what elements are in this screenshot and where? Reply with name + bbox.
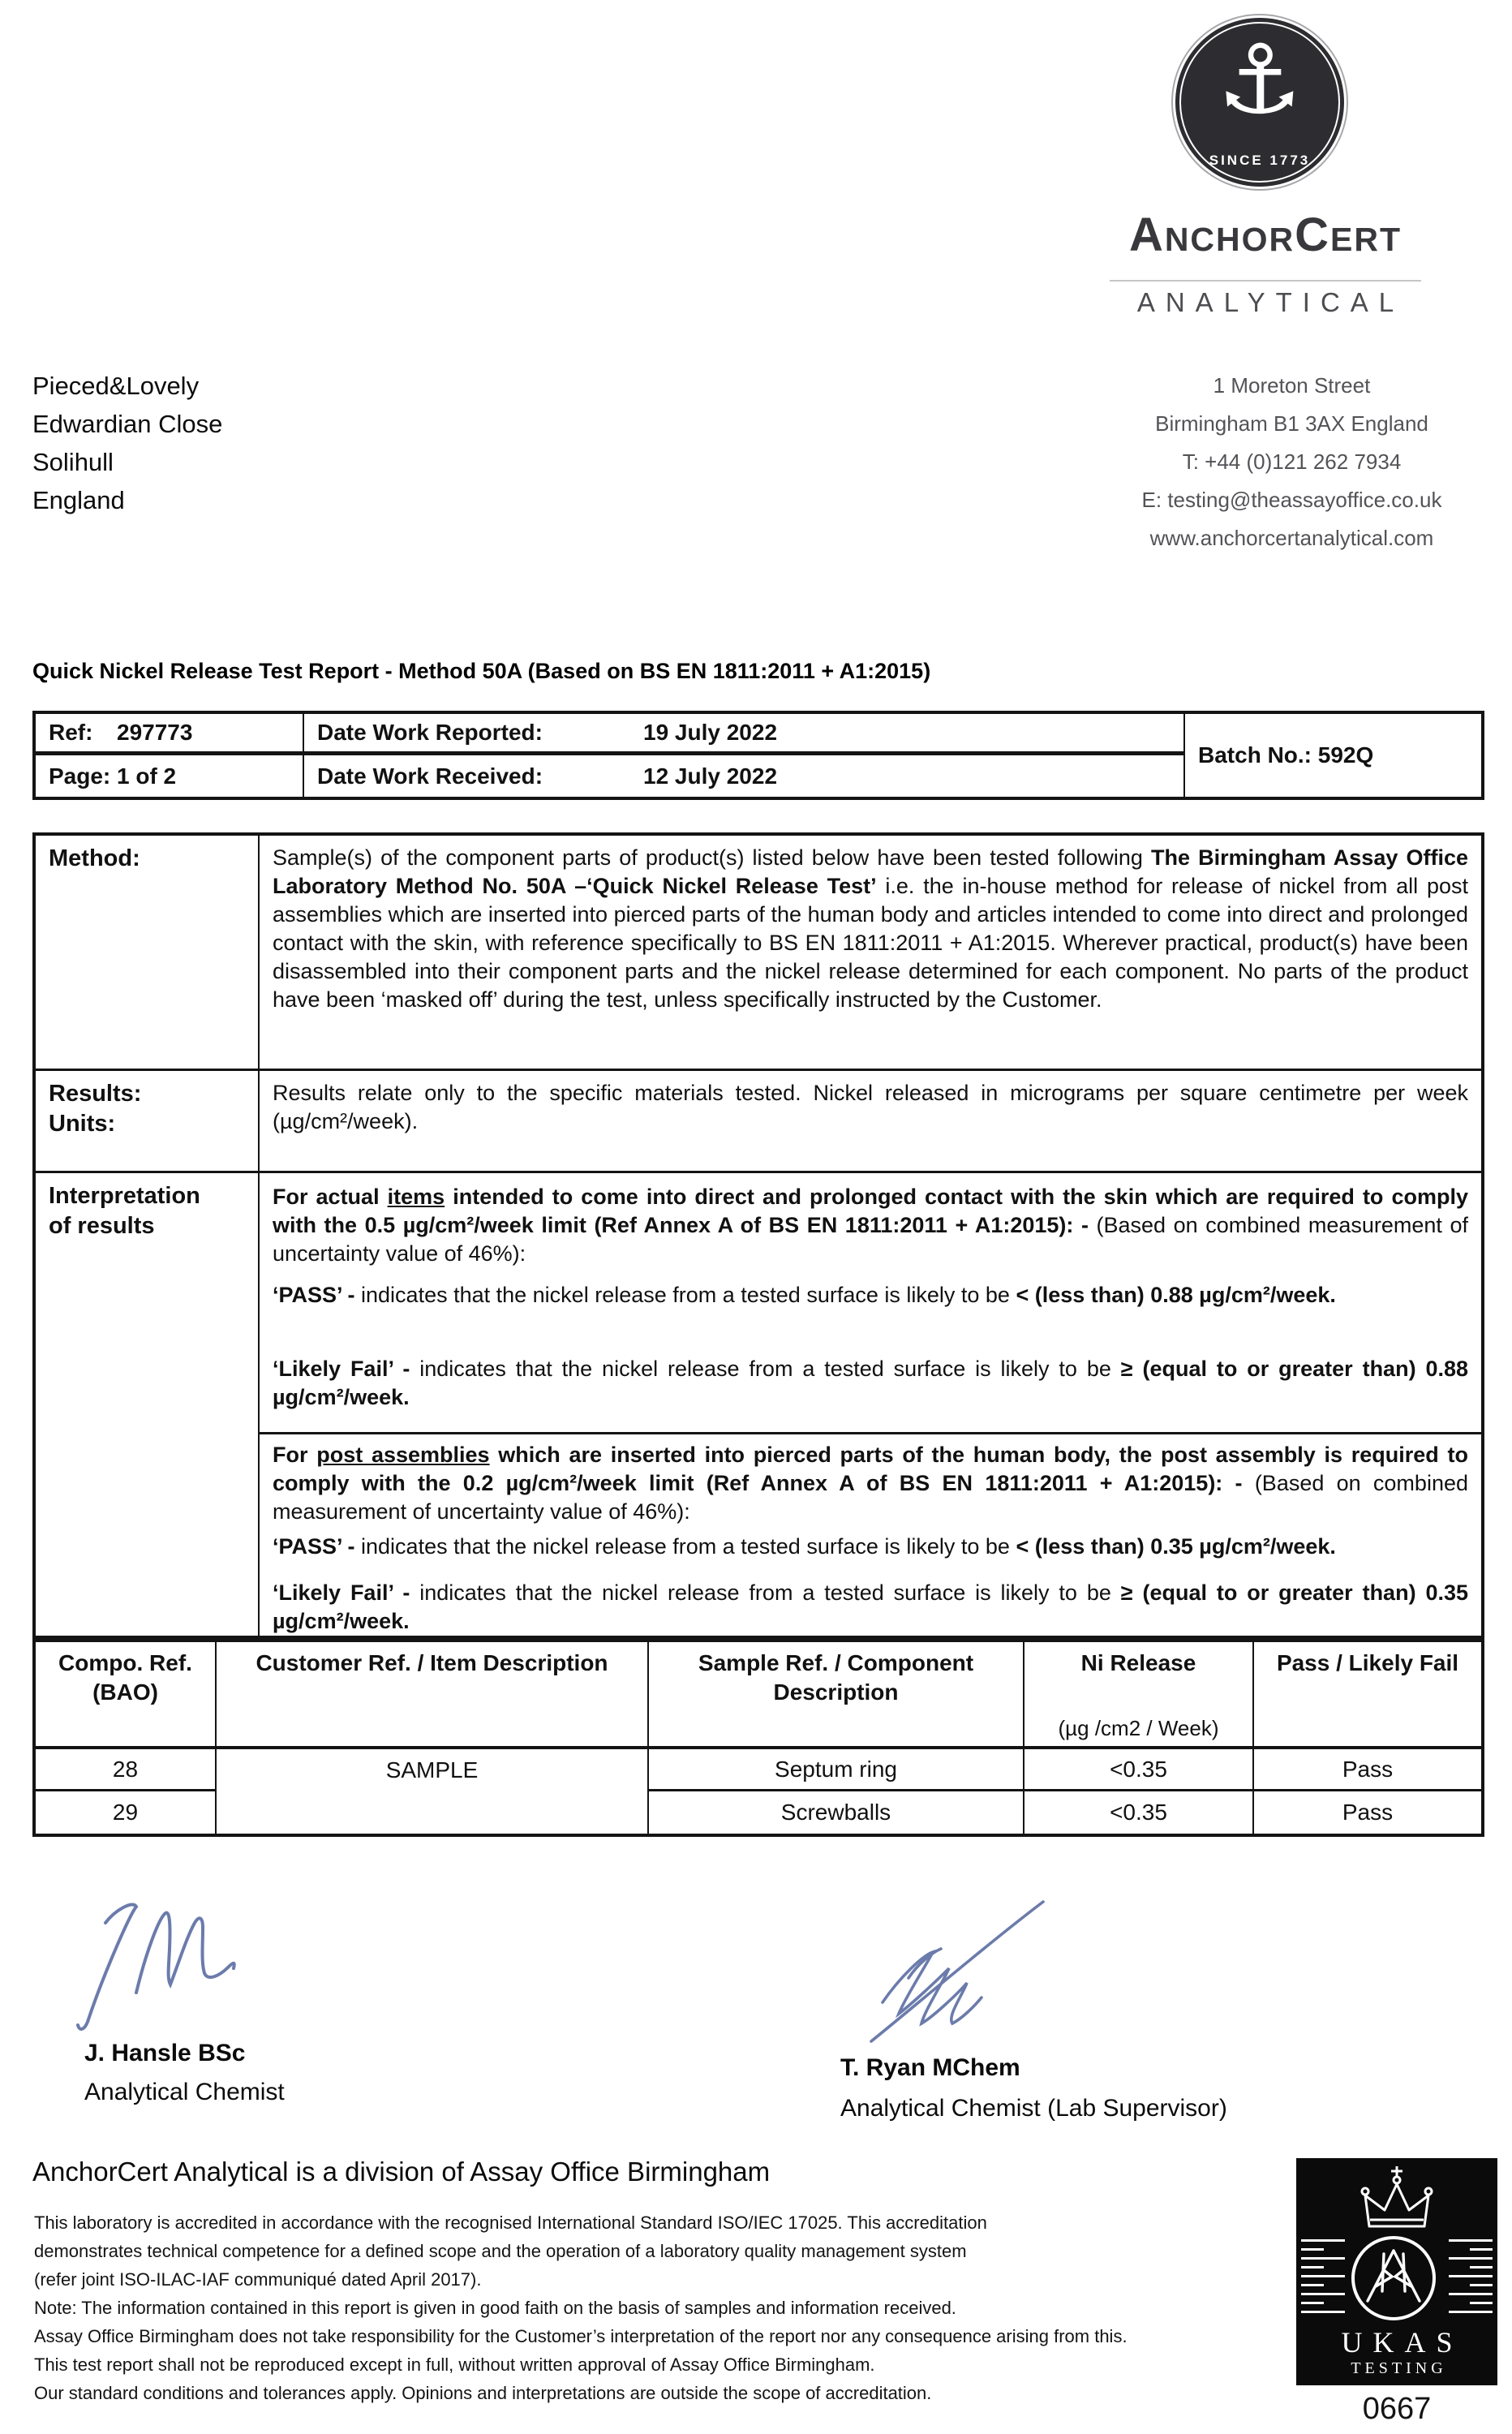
post-fail-text: indicates that the nickel release from a tested surface is likely to be [419, 1580, 1121, 1605]
post-intro-b1: For [273, 1443, 317, 1467]
header-compo-line1: Compo. Ref. [58, 1650, 192, 1675]
post-pass-limit: < (less than) 0.35 µg/cm²/week. [1016, 1534, 1336, 1559]
interpretation-skin-box [260, 1173, 1481, 1434]
lab-street: 1 Moreton Street [1213, 373, 1371, 398]
customer-country: England [32, 486, 125, 514]
date-reported-value: 19 July 2022 [643, 720, 778, 745]
footer-line: This laboratory is accredited in accordance with the recognised International Standard ISO/IEC 17025. This accreditation [34, 2213, 987, 2233]
ukas-logo-box [1296, 2158, 1497, 2385]
date-received-value: 12 July 2022 [643, 763, 778, 789]
units-label-text: Units: [49, 1111, 116, 1137]
method-label-text: Method: [49, 845, 140, 871]
results-table [32, 1639, 1484, 1837]
signature-t-ryan [835, 1879, 1079, 2062]
ukas-number: 0667 [1362, 2392, 1432, 2426]
table-row-1-compo [36, 1749, 217, 1791]
lab-city: Birmingham B1 3AX England [1155, 411, 1428, 436]
signatory-2-name: T. Ryan MChem [840, 2054, 1020, 2081]
lab-contact-block [1087, 367, 1497, 557]
footer-line: This test report shall not be reproduced except in full, without written approval of Assay Office Birmingham. [34, 2354, 875, 2375]
ukas-category-text: TESTING [1351, 2359, 1447, 2377]
row-1-result-value: Pass [1342, 1756, 1394, 1782]
header-ni-unit: (µg /cm2 / Week) [1058, 1716, 1219, 1740]
reference-table [32, 711, 1484, 800]
row-2-component-value: Screwballs [780, 1800, 891, 1825]
signatory-1-name: J. Hansle BSc [84, 2040, 246, 2066]
page-value: 1 of 2 [117, 763, 177, 789]
batch-number-text: Batch No.: 592Q [1198, 742, 1374, 768]
page-cell [36, 755, 304, 797]
results-units-paragraph: Results relate only to the specific materials tested. Nickel released in micrograms per square centimetre per week (µg/cm²/week). [273, 1081, 1468, 1133]
row-2-result-value: Pass [1342, 1800, 1394, 1825]
post-fail-limit: ≥ (equal to or greater than) 0.35 µg/cm²/week. [273, 1580, 1468, 1633]
post-intro-b2: which are inserted into pierced parts of the human body, the post assembly is required to comply with the 0.2 µg/cm²/week limit (Ref Annex A of BS EN 1811:2011 + A1:2015): - [273, 1443, 1468, 1495]
header-customer-text: Customer Ref. / Item Description [256, 1650, 608, 1675]
method-seg-1: Sample(s) of the component parts of product(s) listed below have been tested following [273, 845, 1152, 870]
row-2-compo-value: 29 [112, 1800, 139, 1825]
skin-fail-limit: ≥ (equal to or greater than) 0.88 µg/cm²/week. [273, 1357, 1468, 1409]
table-row-2-component [649, 1791, 1024, 1834]
footer-line: Assay Office Birmingham does not take responsibility for the Customer’s interpretation of the report nor any consequence arising from this. [34, 2326, 1128, 2346]
interpretation-label [36, 1173, 260, 1636]
footer-line: (refer joint ISO-ILAC-IAF communiqué dated April 2017). [34, 2269, 482, 2290]
interpretation-post-box [260, 1434, 1481, 1636]
post-intro-regular: (Based on combined measurement of uncertainty value of 46%): [273, 1471, 1468, 1524]
header-compo-ref [36, 1642, 217, 1749]
skin-pass-limit: < (less than) 0.88 µg/cm²/week. [1016, 1283, 1336, 1307]
footer-line: Note: The information contained in this report is given in good faith on the basis of samples and information received. [34, 2298, 956, 2318]
division-statement: AnchorCert Analytical is a division of Assay Office Birmingham [32, 2157, 771, 2187]
logo-divider [1110, 280, 1421, 282]
ukas-accreditation-mark [1296, 2158, 1497, 2427]
ref-cell [36, 714, 304, 755]
accreditation-notes [34, 2208, 1299, 2407]
header-ni-text: Ni Release [1080, 1650, 1196, 1675]
signatory-2-role: Analytical Chemist (Lab Supervisor) [840, 2095, 1227, 2122]
footer-line: Our standard conditions and tolerances apply. Opinions and interpretations are outside the scope of accreditation. [34, 2383, 932, 2403]
table-row-2-compo [36, 1791, 217, 1834]
results-units-text [260, 1071, 1481, 1173]
ukas-arrows-icon [1351, 2236, 1436, 2320]
header-compo-line2: (BAO) [92, 1679, 158, 1705]
skin-intro-b1: For actual [273, 1185, 388, 1209]
results-label-text: Results: [49, 1081, 142, 1107]
lab-website: www.anchorcertanalytical.com [1149, 526, 1434, 550]
skin-fail-term: ‘Likely Fail’ - [273, 1357, 420, 1381]
date-received-cell [304, 755, 1185, 797]
footer-line: demonstrates technical competence for a defined scope and the operation of a laboratory quality management system [34, 2241, 967, 2261]
anchorcert-logo-disc [1175, 18, 1344, 187]
date-reported-cell [304, 714, 1185, 755]
skin-pass-term: ‘PASS’ - [273, 1283, 362, 1307]
ref-label: Ref: [49, 720, 93, 745]
signature-j-hansle [57, 1871, 292, 2037]
header-ni-release [1024, 1642, 1254, 1749]
skin-intro [273, 1183, 1468, 1268]
lab-email: E: testing@theassayoffice.co.uk [1141, 488, 1442, 512]
method-text [260, 836, 1481, 1071]
skin-intro-regular: (Based on combined measurement of uncertainty value of 46%): [273, 1213, 1468, 1266]
customer-address [32, 367, 222, 519]
skin-fail-text: indicates that the nickel release from a tested surface is likely to be [419, 1357, 1121, 1381]
row-1-ni-value: <0.35 [1110, 1756, 1167, 1782]
table-row-2-ni [1024, 1791, 1254, 1834]
ref-value: 297773 [117, 720, 193, 745]
signatory-1-role: Analytical Chemist [84, 2079, 285, 2105]
page-label: Page: [49, 763, 111, 789]
post-pass-text: indicates that the nickel release from a tested surface is likely to be [361, 1534, 1016, 1559]
interpretation-label-line2: of results [49, 1213, 155, 1239]
header-sample-line1: Sample Ref. / Component [698, 1650, 974, 1675]
customer-name: Pieced&Lovely [32, 372, 200, 400]
spec-table [32, 832, 1484, 1639]
batch-number [1185, 714, 1481, 797]
ukas-ticks-right-short [1470, 2248, 1493, 2320]
header-sample-line2: Description [773, 1679, 899, 1705]
header-sample-ref [649, 1642, 1024, 1749]
skin-intro-underlined: items [387, 1185, 445, 1209]
row-1-component-value: Septum ring [775, 1756, 897, 1782]
customer-street: Edwardian Close [32, 410, 223, 438]
header-customer-ref [217, 1642, 649, 1749]
logo-subtitle: ANALYTICAL [1136, 287, 1405, 317]
anchor-icon: ⚓ [1217, 24, 1303, 135]
crown-icon [1348, 2161, 1445, 2234]
post-intro [273, 1441, 1468, 1526]
date-received-label: Date Work Received: [317, 763, 543, 789]
logo-wordmark: AnchorCert [1128, 209, 1402, 261]
skin-pass-text: indicates that the nickel release from a tested surface is likely to be [361, 1283, 1016, 1307]
header-pass-fail-text: Pass / Likely Fail [1276, 1650, 1459, 1675]
report-title: Quick Nickel Release Test Report - Method 50A (Based on BS EN 1811:2011 + A1:2015) [32, 659, 931, 683]
row-1-compo-value: 28 [112, 1756, 139, 1782]
interpretation-content [260, 1173, 1481, 1636]
interpretation-label-line1: Interpretation [49, 1183, 200, 1209]
row-2-ni-value: <0.35 [1110, 1800, 1167, 1825]
date-reported-label: Date Work Reported: [317, 720, 543, 745]
post-fail-term: ‘Likely Fail’ - [273, 1580, 420, 1605]
table-row-1-component [649, 1749, 1024, 1791]
customer-sample-cell [217, 1749, 649, 1834]
method-label [36, 836, 260, 1071]
customer-town: Solihull [32, 448, 114, 476]
skin-fail-line [273, 1355, 1468, 1412]
skin-intro-b2: intended to come into direct and prolonged contact with the skin which are required to comply with the 0.5 µg/cm²/week limit (Ref Annex A of BS EN 1811:2011 + A1:2015): - [273, 1185, 1468, 1237]
customer-sample-value: SAMPLE [385, 1757, 479, 1782]
table-row-1-ni [1024, 1749, 1254, 1791]
lab-phone: T: +44 (0)121 262 7934 [1182, 449, 1402, 474]
table-row-2-result [1254, 1791, 1481, 1834]
method-seg-bold: The Birmingham Assay Office Laboratory Method No. 50A –‘Quick Nickel Release Test’ [273, 845, 1468, 898]
ukas-name-text: UKAS [1341, 2326, 1463, 2359]
post-pass-term: ‘PASS’ - [273, 1534, 362, 1559]
post-pass-line [273, 1533, 1468, 1561]
results-units-label [36, 1071, 260, 1173]
method-seg-2: i.e. the in-house method for release of nickel from all post assemblies which are inserted into pierced parts of the human body and articles intended to come into direct and prolonged contact with the skin, with reference specifically to BS EN 1811:2011 + A1:2015. Wherever practical, product(s) have been disassembled into their component parts and the nickel release determined for each component. No parts of the product have been ‘masked off’ during the test, unless specifically instructed by the Customer. [273, 874, 1468, 1012]
post-fail-line [273, 1579, 1468, 1636]
table-row-1-result [1254, 1749, 1481, 1791]
logo-since-text: SINCE 1773 [1209, 153, 1311, 168]
skin-pass-line [273, 1281, 1468, 1309]
post-intro-underlined: post assemblies [316, 1443, 490, 1467]
header-pass-fail [1254, 1642, 1481, 1749]
ukas-ticks-left-short [1301, 2248, 1324, 2320]
